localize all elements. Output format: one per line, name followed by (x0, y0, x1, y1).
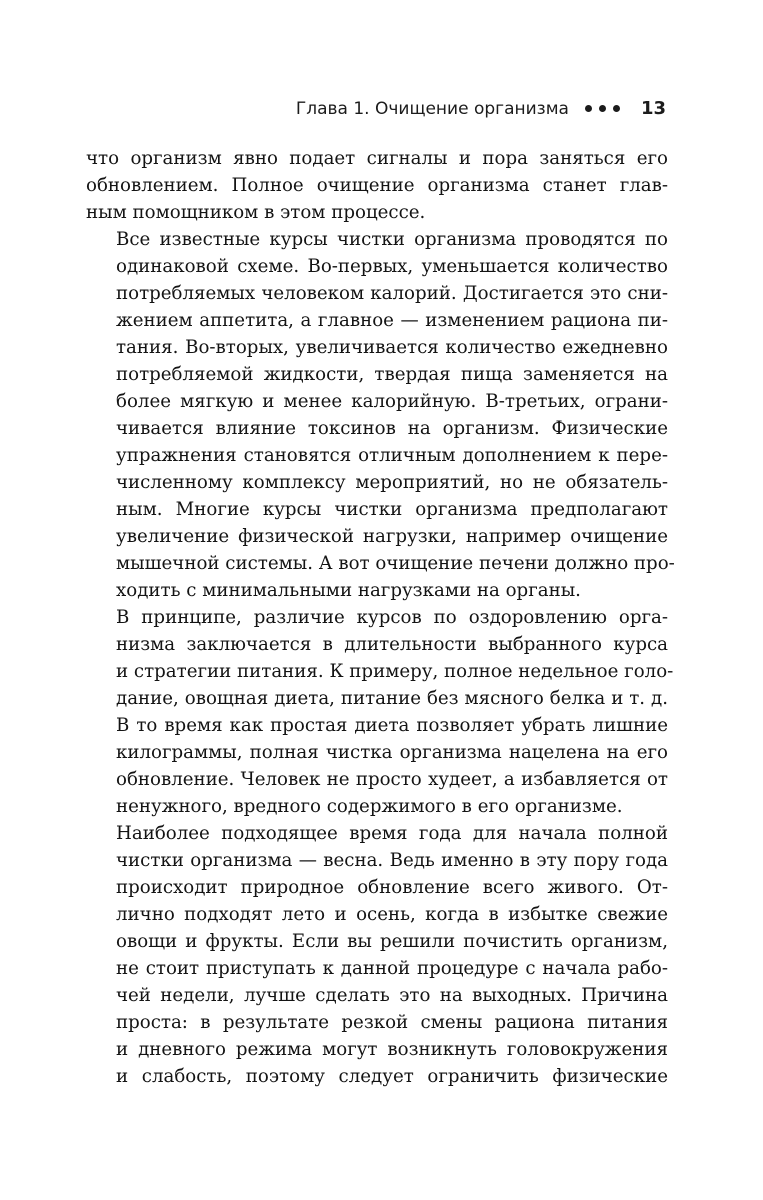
text-line: дание, овощная диета, питание без мясного белка и т. д. (116, 688, 668, 709)
text-line: одинаковой схеме. Во-первых, уменьшается количество (116, 256, 668, 277)
text-line: В то время как простая диета позволяет убрать лишние (116, 715, 668, 736)
chapter-title: Глава 1. Очищение организма (295, 98, 569, 119)
text-line: тания. Во-вторых, увеличивается количество ежедневно (116, 337, 668, 358)
text-line: не стоит приступать к данной процедуре с начала рабо- (116, 958, 668, 979)
text-line: ным. Многие курсы чистки организма предполагают (116, 499, 668, 520)
text-line: килограммы, полная чистка организма нацелена на его (116, 742, 668, 763)
paragraph (86, 145, 668, 226)
text-line: ненужного, вредного содержимого в его организме. (116, 796, 623, 817)
paragraph (86, 820, 668, 1090)
text-line: лично подходят лето и осень, когда в избытке свежие (116, 904, 668, 925)
text-line: упражнения становятся отличным дополнением к пере- (116, 445, 668, 466)
body-text (86, 145, 675, 1090)
paragraph (86, 226, 675, 604)
text-line: жением аппетита, а главное — изменением рациона пи- (116, 310, 668, 331)
text-line: численному комплексу мероприятий, но не обязатель- (116, 472, 668, 493)
running-header (296, 98, 666, 119)
text-line: и слабость, поэтому следует ограничить физические (116, 1066, 668, 1087)
paragraph (86, 604, 674, 820)
text-line: и дневного режима могут возникнуть головокружения (116, 1039, 668, 1060)
text-line: овощи и фрукты. Если вы решили почистить организм, (116, 931, 668, 952)
text-line: более мягкую и менее калорийную. В-третьих, ограни- (116, 391, 668, 412)
text-line: увеличение физической нагрузки, например очищение (116, 526, 668, 547)
text-line: чистки организма — весна. Ведь именно в эту пору года (116, 850, 668, 871)
text-line: мышечной системы. А вот очищение печени должно про- (116, 553, 675, 574)
text-line: обновление. Человек не просто худеет, а избавляется от (116, 769, 668, 790)
text-line: и стратегии питания. К примеру, полное недельное голо- (116, 661, 674, 682)
page-number: 13 (640, 98, 666, 119)
text-line: потребляемой жидкости, твердая пища заменяется на (116, 364, 668, 385)
text-line: ходить с минимальными нагрузками на органы. (116, 580, 581, 601)
text-line: происходит природное обновление всего живого. От- (116, 877, 668, 898)
text-line: Наиболее подходящее время года для начала полной (116, 823, 668, 844)
text-line: Все известные курсы чистки организма проводятся по (116, 229, 668, 250)
text-line: обновлением. Полное очищение организма станет глав- (86, 175, 668, 196)
text-line: проста: в результате резкой смены рациона питания (116, 1012, 668, 1033)
text-line: чивается влияние токсинов на организм. Физические (116, 418, 668, 439)
text-line: чей недели, лучше сделать это на выходных. Причина (116, 985, 668, 1006)
text-line: что организм явно подает сигналы и пора заняться его (86, 148, 668, 169)
text-line: низма заключается в длительности выбранного курса (116, 634, 668, 655)
text-line: В принципе, различие курсов по оздоровлению орга- (116, 607, 668, 628)
ornament-dots-icon (585, 105, 620, 112)
text-line: ным помощником в этом процессе. (86, 202, 426, 223)
text-line: потребляемых человеком калорий. Достигается это сни- (116, 283, 668, 304)
